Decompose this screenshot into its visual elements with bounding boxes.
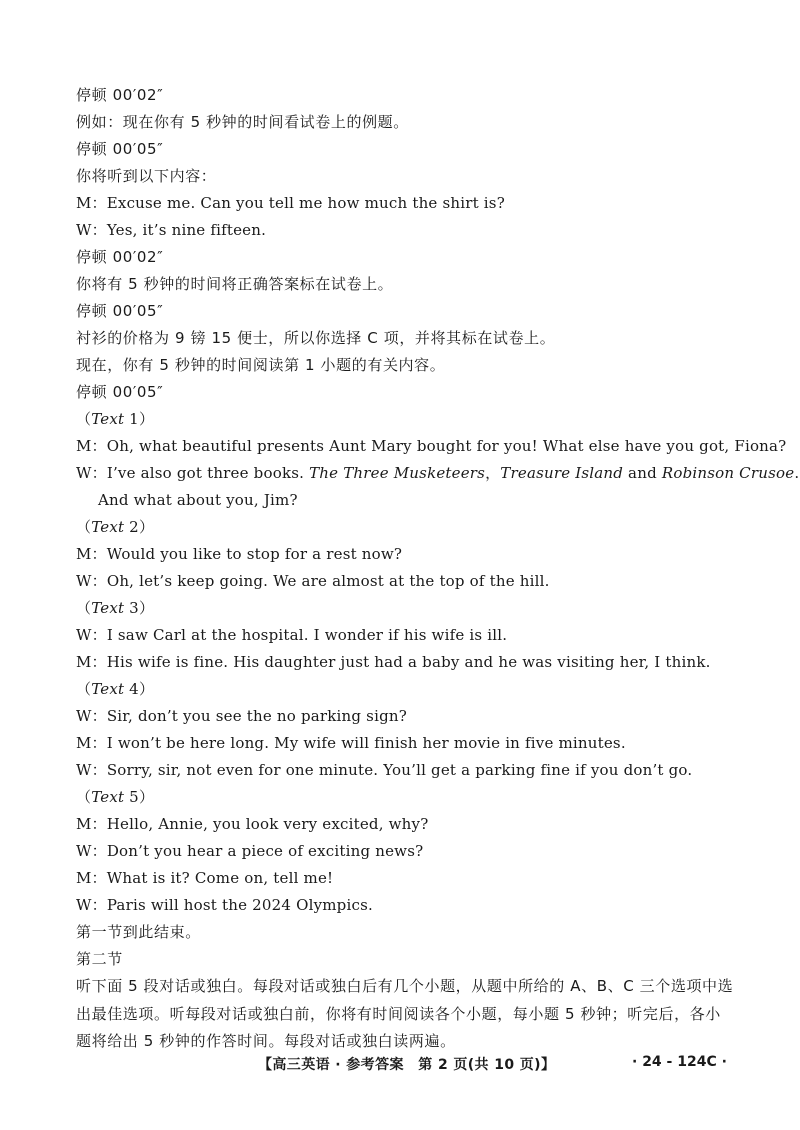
mark-answer-instruction: 你将有 5 秒钟的时间将正确答案标在试卷上。 (76, 275, 394, 293)
example-dialogue-w: W：Yes, it’s nine fifteen. (76, 221, 267, 239)
text5-dialogue: M：Hello, Annie, you look very excited, why? (76, 815, 429, 833)
example-dialogue-m: M：Excuse me. Can you tell me how much the shirt is? (76, 194, 505, 212)
text5-dialogue: W：Don’t you hear a piece of exciting news? (76, 842, 424, 860)
text4-label: （Text 4） (76, 680, 155, 698)
text2-dialogue: M：Would you like to stop for a rest now? (76, 545, 403, 563)
text4-dialogue: M：I won’t be here long. My wife will finish her movie in five minutes. (76, 734, 626, 752)
book-title: Treasure Island (500, 464, 624, 482)
pause-line: 停顿 00′02″ (76, 248, 164, 266)
pause-line: 停顿 00′02″ (76, 86, 164, 104)
text4-dialogue: W：Sir, don’t you see the no parking sign? (76, 707, 407, 725)
text5-label: （Text 5） (76, 788, 155, 806)
example-answer-explanation: 衬衫的价格为 9 镑 15 便士，所以你选择 C 项，并将其标在试卷上。 (76, 329, 556, 347)
text1-label: （Text 1） (76, 410, 155, 428)
text1-dialogue-m: M：Oh, what beautiful presents Aunt Mary bought for you! What else have you got, Fiona? (76, 437, 787, 455)
text5-dialogue: M：What is it? Come on, tell me! (76, 869, 334, 887)
text1-dialogue-w: W：I’ve also got three books. The Three Musketeers，Treasure Island and Robinson Crusoe. (76, 464, 800, 482)
listen-intro: 你将听到以下内容： (76, 167, 217, 185)
page-content (76, 82, 800, 1056)
text3-dialogue: W：I saw Carl at the hospital. I wonder if his wife is ill. (76, 626, 508, 644)
book-title: The Three Musketeers (309, 464, 486, 482)
text2-label: （Text 2） (76, 518, 155, 536)
text3-label: （Text 3） (76, 599, 155, 617)
pause-line: 停顿 00′05″ (76, 140, 164, 158)
text1-dialogue-w-cont: And what about you, Jim? (98, 491, 298, 509)
footer-page-info: 【高三英语 · 参考答案 第 2 页(共 10 页)】 (258, 1057, 556, 1073)
text4-dialogue: W：Sorry, sir, not even for one minute. You’ll get a parking fine if you don’t go. (76, 761, 693, 779)
example-instruction: 例如：现在你有 5 秒钟的时间看试卷上的例题。 (76, 113, 409, 131)
book-title: Robinson Crusoe (661, 464, 795, 482)
section1-end: 第一节到此结束。 (76, 923, 201, 941)
text5-dialogue: W：Paris will host the 2024 Olympics. (76, 896, 373, 914)
section2-instructions: 听下面 5 段对话或独白。每段对话或独白后有几个小题，从题中所给的 A、B、C 三个选项中选出最佳选项。听每段对话或独白前，你将有时间阅读各个小题，每小题 5 秒钟；听完后，各小题将给出 5 秒钟的作答时间。每段对话或独白读两遍。 (76, 977, 734, 1050)
section2-heading: 第二节 (76, 950, 123, 968)
text3-dialogue: M：His wife is fine. His daughter just had a baby and he was visiting her, I think. (76, 653, 711, 671)
text2-dialogue: W：Oh, let’s keep going. We are almost at the top of the hill. (76, 572, 550, 590)
reading-instruction: 现在，你有 5 秒钟的时间阅读第 1 小题的有关内容。 (76, 356, 446, 374)
pause-line: 停顿 00′05″ (76, 383, 164, 401)
page-footer (0, 1050, 800, 1076)
pause-line: 停顿 00′05″ (76, 302, 164, 320)
footer-code: · 24 - 124C · (632, 1054, 727, 1070)
